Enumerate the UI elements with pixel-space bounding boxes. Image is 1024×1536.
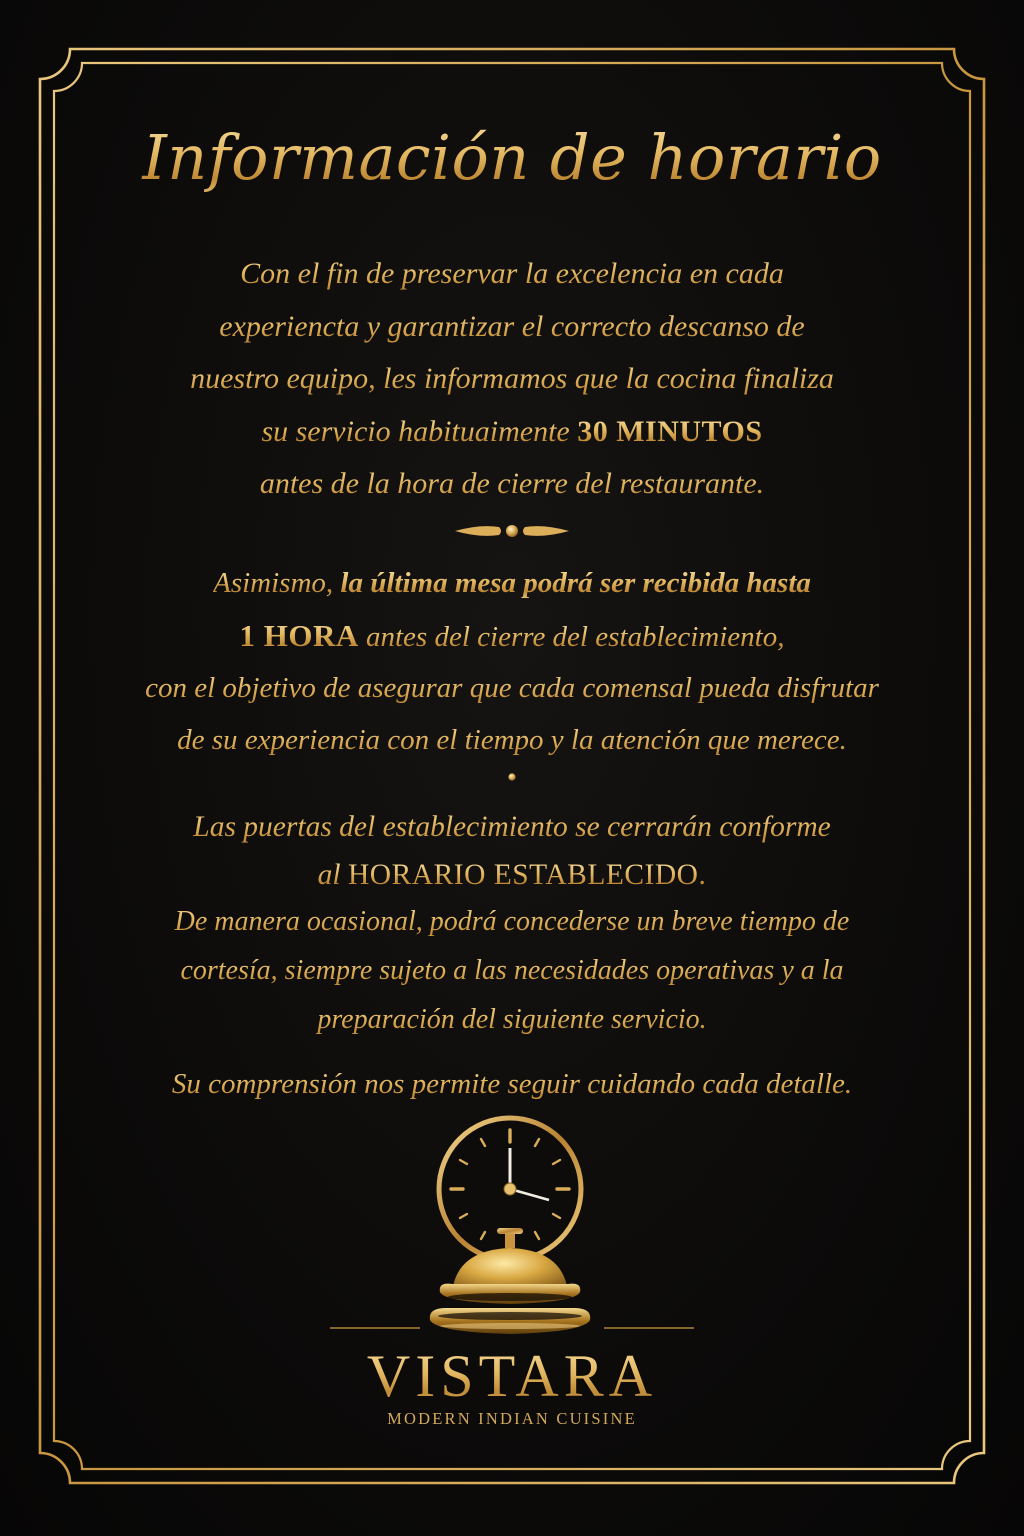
notice-text: su servicio habituaimente [261, 414, 578, 448]
ornamental-divider-1 [155, 525, 870, 537]
notice-line: de su experiencia con el tiempo y la atención que merece. [100, 715, 924, 767]
notice-line: cortesía, siempre sujeto a las necesidades operativas y a la [100, 946, 924, 995]
clock-and-bell-emblem [412, 1112, 612, 1344]
notice-line: experiencta y garantizar el correcto descanso de [100, 301, 924, 354]
notice-line [100, 610, 924, 664]
notice-line: antes de la hora de cierre del restaurante. [100, 458, 924, 511]
emphasis-horario-establecido: HORARIO ESTABLECIDO. [347, 859, 707, 891]
notice-text: al [317, 859, 348, 891]
notice-line: nuestro equipo, les informamos que la cocina finaliza [100, 353, 924, 406]
brand-name: VISTARA [0, 1343, 1024, 1409]
notice-line: De manera ocasional, podrá concederse un breve tiempo de [100, 897, 924, 946]
emphasis-30-minutes: 30 MINUTOS [577, 414, 763, 448]
notice-line: con el objetivo de asegurar que cada comensal pueda disfrutar [100, 663, 924, 715]
last-table-notice [100, 558, 924, 766]
kitchen-closing-notice [100, 248, 924, 511]
courtesy-time-notice [100, 897, 924, 1044]
notice-line [100, 406, 924, 459]
closing-message [100, 1060, 924, 1108]
notice-text: antes del cierre del establecimiento, [358, 620, 785, 653]
ornamental-divider-2 [160, 773, 864, 780]
emphasis-last-table: la última mesa podrá ser recibida hasta [340, 567, 811, 599]
closing-line: Su comprensión nos permite seguir cuidando cada detalle. [100, 1060, 924, 1108]
notice-line [100, 558, 924, 610]
notice-line [100, 851, 924, 899]
notice-line: preparación del siguiente servicio. [100, 995, 924, 1044]
notice-line: Con el fin de preservar la excelencia en cada [100, 248, 924, 301]
page-title: Información de horario [0, 118, 1024, 198]
notice-line: Las puertas del establecimiento se cerrarán conforme [100, 803, 924, 851]
door-closing-notice [100, 803, 924, 899]
emphasis-1-hora: 1 HORA [239, 617, 359, 653]
brand-tagline: MODERN INDIAN CUISINE [387, 1409, 637, 1428]
notice-text: Asimismo, [213, 567, 341, 599]
service-bell-icon [430, 1228, 590, 1334]
